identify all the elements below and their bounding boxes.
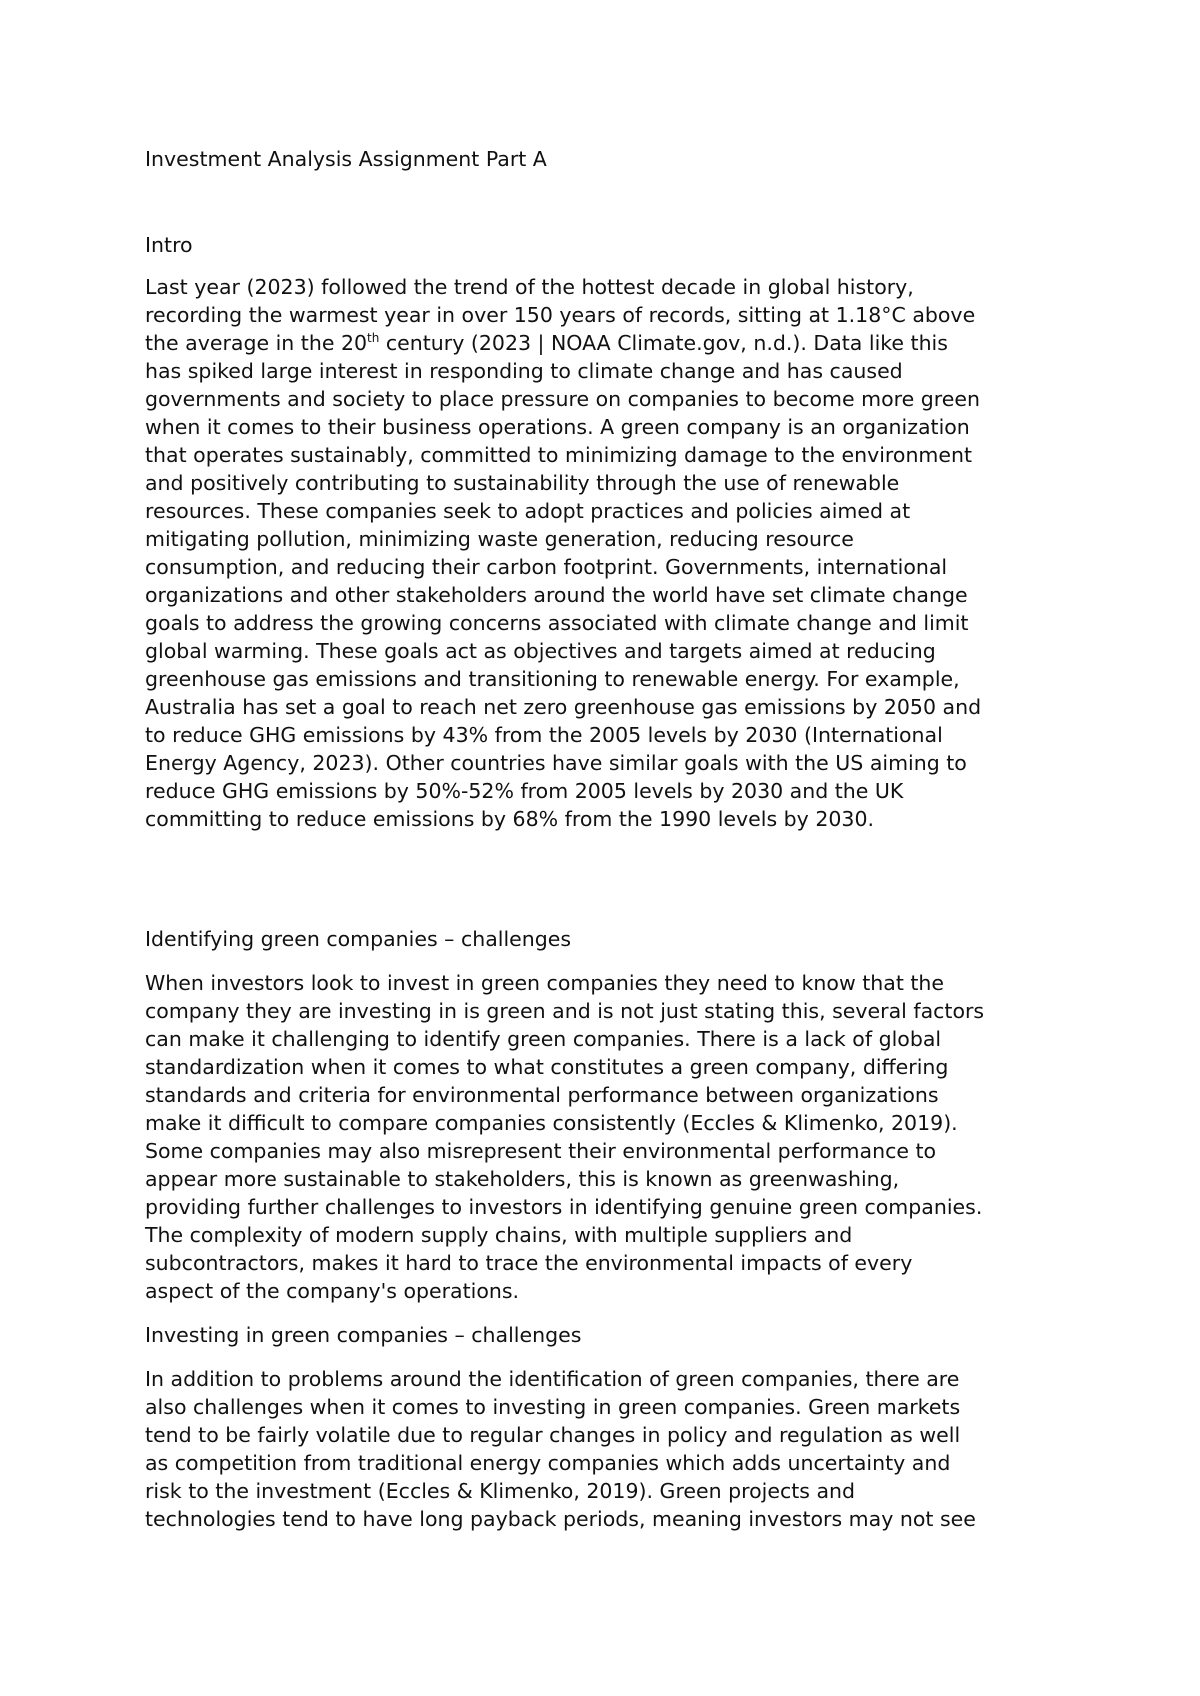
text-line: also challenges when it comes to investing in green companies. Green markets — [145, 1395, 961, 1419]
document-body — [145, 145, 1075, 1533]
text-line: goals to address the growing concerns associated with climate change and limit — [145, 611, 969, 635]
text-line: reduce GHG emissions by 50%-52% from 2005 levels by 2030 and the UK — [145, 779, 904, 803]
text-line: Australia has set a goal to reach net zero greenhouse gas emissions by 2050 and — [145, 695, 982, 719]
text-line: governments and society to place pressure on companies to become more green — [145, 387, 980, 411]
document-title: Investment Analysis Assignment Part A — [145, 147, 547, 171]
text-line: global warming. These goals act as objectives and targets aimed at reducing — [145, 639, 936, 663]
text-line: technologies tend to have long payback periods, meaning investors may not see — [145, 1507, 976, 1531]
text-line: The complexity of modern supply chains, with multiple suppliers and — [145, 1223, 853, 1247]
text-line: risk to the investment (Eccles & Klimenko, 2019). Green projects and — [145, 1479, 856, 1503]
text-run: the average in the 20 — [145, 331, 368, 355]
text-line: Energy Agency, 2023). Other countries have similar goals with the US aiming to — [145, 751, 967, 775]
text-line: aspect of the company's operations. — [145, 1279, 520, 1303]
paragraph-identifying — [145, 969, 1075, 1305]
text-line: In addition to problems around the identification of green companies, there are — [145, 1367, 960, 1391]
text-line: can make it challenging to identify green companies. There is a lack of global — [145, 1027, 942, 1051]
text-line: greenhouse gas emissions and transitioning to renewable energy. For example, — [145, 667, 960, 691]
superscript: th — [367, 331, 380, 346]
text-line: subcontractors, makes it hard to trace the environmental impacts of every — [145, 1251, 913, 1275]
text-line: Some companies may also misrepresent their environmental performance to — [145, 1139, 937, 1163]
section-heading-investing: Investing in green companies – challenges — [145, 1323, 582, 1347]
text-line: appear more sustainable to stakeholders, this is known as greenwashing, — [145, 1167, 900, 1191]
text-line: When investors look to invest in green companies they need to know that the — [145, 971, 945, 995]
text-line — [145, 329, 1075, 357]
text-line: mitigating pollution, minimizing waste generation, reducing resource — [145, 527, 854, 551]
text-line: providing further challenges to investors in identifying genuine green companies. — [145, 1195, 983, 1219]
text-line: that operates sustainably, committed to minimizing damage to the environment — [145, 443, 973, 467]
text-line: to reduce GHG emissions by 43% from the 2005 levels by 2030 (International — [145, 723, 943, 747]
text-line: committing to reduce emissions by 68% from the 1990 levels by 2030. — [145, 807, 875, 831]
text-line: organizations and other stakeholders around the world have set climate change — [145, 583, 968, 607]
text-line: and positively contributing to sustainability through the use of renewable — [145, 471, 900, 495]
section-heading-intro: Intro — [145, 233, 193, 257]
text-line: Last year (2023) followed the trend of the hottest decade in global history, — [145, 275, 914, 299]
text-line: has spiked large interest in responding to climate change and has caused — [145, 359, 903, 383]
text-line: when it comes to their business operations. A green company is an organization — [145, 415, 970, 439]
text-line: recording the warmest year in over 150 years of records, sitting at 1.18°C above — [145, 303, 976, 327]
text-line: consumption, and reducing their carbon footprint. Governments, international — [145, 555, 948, 579]
text-line: resources. These companies seek to adopt practices and policies aimed at — [145, 499, 911, 523]
text-line: standards and criteria for environmental performance between organizations — [145, 1083, 939, 1107]
text-line: tend to be fairly volatile due to regular changes in policy and regulation as well — [145, 1423, 961, 1447]
section-heading-identifying: Identifying green companies – challenges — [145, 927, 572, 951]
paragraph-intro — [145, 273, 1075, 833]
paragraph-investing — [145, 1365, 1075, 1533]
text-run: century (2023 | NOAA Climate.gov, n.d.). Data like this — [379, 331, 948, 355]
text-line: as competition from traditional energy companies which adds uncertainty and — [145, 1451, 951, 1475]
text-line: standardization when it comes to what constitutes a green company, differing — [145, 1055, 949, 1079]
text-line: company they are investing in is green and is not just stating this, several factors — [145, 999, 985, 1023]
text-line: make it difficult to compare companies consistently (Eccles & Klimenko, 2019). — [145, 1111, 958, 1135]
